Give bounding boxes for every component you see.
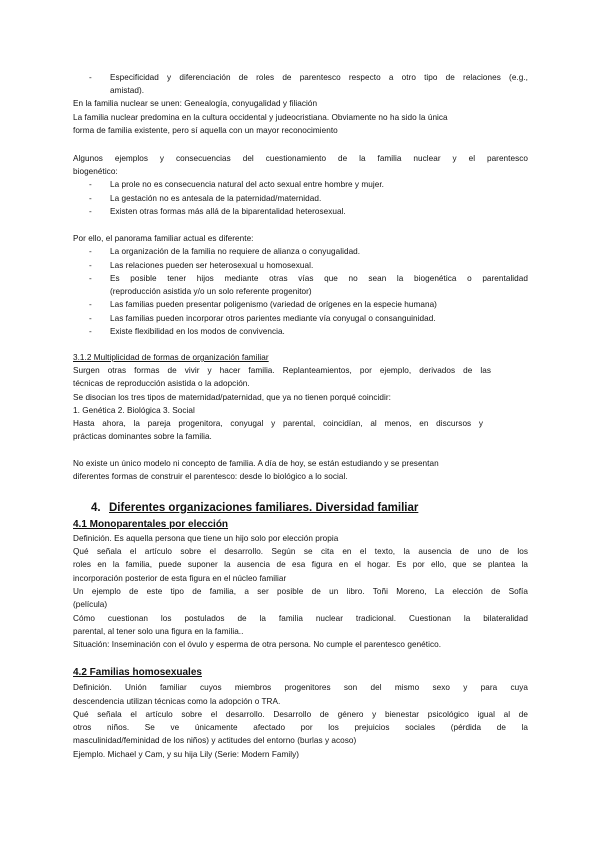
paragraph-line: incorporación posterior de esta figura en el núcleo familiar	[73, 574, 287, 583]
paragraph-line: No existe un único modelo ni concepto de familia. A día de hoy, se están estudiando y se presentan	[73, 459, 439, 468]
paragraph-line: Definición. Es aquella persona que tiene un hijo solo por elección propia	[73, 534, 339, 543]
bullet-dash: -	[89, 261, 92, 270]
paragraph-line: En la familia nuclear se unen: Genealogía, conyugalidad y filiación	[73, 99, 318, 108]
bullet-text: (reproducción asistida y/o un solo referente progenitor)	[110, 287, 312, 296]
paragraph-line: parental, al tener solo una figura en la familia..	[73, 627, 244, 636]
paragraph-line: Ejemplo. Michael y Cam, y su hija Lily (Serie: Modern Family)	[73, 750, 299, 759]
bullet-dash: -	[89, 314, 92, 323]
bullet-text: Es posible tener hijos mediante otras vías que no sean la biogenética o parentalidad	[110, 274, 528, 283]
bullet-text: Las relaciones pueden ser heterosexual u homosexual.	[110, 261, 314, 270]
bullet-text: La gestación no es antesala de la paternidad/maternidad.	[110, 194, 322, 203]
section-number: 4.	[91, 502, 101, 514]
paragraph-line: masculinidad/feminidad de los niños) y actitudes del entorno (burlas y acoso)	[73, 736, 357, 745]
bullet-text: Las familias pueden incorporar otros parientes mediante vía conyugal o consanguinidad.	[110, 314, 436, 323]
paragraph-line: La familia nuclear predomina en la cultura occidental y judeocristiana. Obviamente no ha sido la única	[73, 113, 448, 122]
paragraph-line: prácticas dominantes sobre la familia.	[73, 432, 212, 441]
bullet-dash: -	[89, 207, 92, 216]
subsection-heading: 4.1 Monoparentales por elección	[73, 519, 229, 530]
paragraph-line: biogenético:	[73, 167, 118, 176]
bullet-dash: -	[89, 300, 92, 309]
paragraph-line: Hasta ahora, la pareja progenitora, conyugal y parental, coincidían, al menos, en discursos y	[73, 419, 483, 428]
paragraph-line: Qué señala el artículo sobre el desarrollo. Desarrollo de género y bienestar psicológico igual al de	[73, 710, 528, 719]
bullet-dash: -	[89, 194, 92, 203]
paragraph-line: Surgen otras formas de vivir y hacer familia. Replanteamientos, por ejemplo, derivados de las	[73, 366, 491, 375]
paragraph-line: roles en la familia, puede suponer la ausencia de esa figura en el hogar. Es por ello, que se plantea la	[73, 560, 528, 569]
paragraph-line: Algunos ejemplos y consecuencias del cuestionamiento de la familia nuclear y el parentesco	[73, 154, 528, 163]
paragraph-line: (película)	[73, 600, 108, 609]
bullet-dash: -	[89, 180, 92, 189]
paragraph-line: 1. Genética 2. Biológica 3. Social	[73, 406, 195, 415]
paragraph-line: Se disocian los tres tipos de maternidad/paternidad, que ya no tienen porqué coincidir:	[73, 393, 391, 402]
bullet-text: Las familias pueden presentar poligenismo (variedad de orígenes en la especie humana)	[110, 300, 437, 309]
paragraph-line: forma de familia existente, pero sí aquella con un mayor reconocimiento	[73, 126, 338, 135]
paragraph-line: Qué señala el artículo sobre el desarrollo. Según se cita en el texto, la ausencia de uno de los	[73, 547, 528, 556]
subsection-heading: 4.2 Familias homosexuales	[73, 667, 202, 678]
bullet-text: La prole no es consecuencia natural del acto sexual entre hombre y mujer.	[110, 180, 384, 189]
paragraph-line: diferentes formas de construir el parentesco: desde lo biológico a lo social.	[73, 472, 348, 481]
paragraph-line: otros niños. Se ve únicamente afectado por los prejuicios sociales (pérdida de la	[73, 723, 528, 732]
bullet-text: Existe flexibilidad en los modos de convivencia.	[110, 327, 285, 336]
section-heading: 3.1.2 Multiplicidad de formas de organización familiar	[73, 353, 269, 362]
bullet-dash: -	[89, 73, 92, 82]
bullet-dash: -	[89, 274, 92, 283]
section-title: Diferentes organizaciones familiares. Diversidad familiar	[109, 502, 419, 514]
bullet-text: amistad).	[110, 86, 145, 95]
paragraph-line: Cómo cuestionan los postulados de la familia nuclear tradicional. Cuestionan la bilateralidad	[73, 614, 528, 623]
bullet-text: Especificidad y diferenciación de roles de parentesco respecto a otro tipo de relaciones (e.g.,	[110, 73, 528, 82]
bullet-text: La organización de la familia no requiere de alianza o conyugalidad.	[110, 247, 361, 256]
paragraph-line: técnicas de reproducción asistida o la adopción.	[73, 379, 250, 388]
bullet-dash: -	[89, 247, 92, 256]
bullet-text: Existen otras formas más allá de la biparentalidad heterosexual.	[110, 207, 346, 216]
paragraph-line: Definición. Unión familiar cuyos miembros progenitores son del mismo sexo y para cuya	[73, 683, 528, 692]
paragraph-line: Situación: Inseminación con el óvulo y esperma de otra persona. No cumple el parentesco genético.	[73, 640, 442, 649]
paragraph-line: Un ejemplo de este tipo de familia, a ser posible de un libro. Toñi Moreno, La elección de Sofía	[73, 587, 528, 596]
paragraph-line: descendencia utilizan técnicas como la adopción o TRA.	[73, 697, 281, 706]
paragraph-line: Por ello, el panorama familiar actual es diferente:	[73, 234, 254, 243]
bullet-dash: -	[89, 327, 92, 336]
